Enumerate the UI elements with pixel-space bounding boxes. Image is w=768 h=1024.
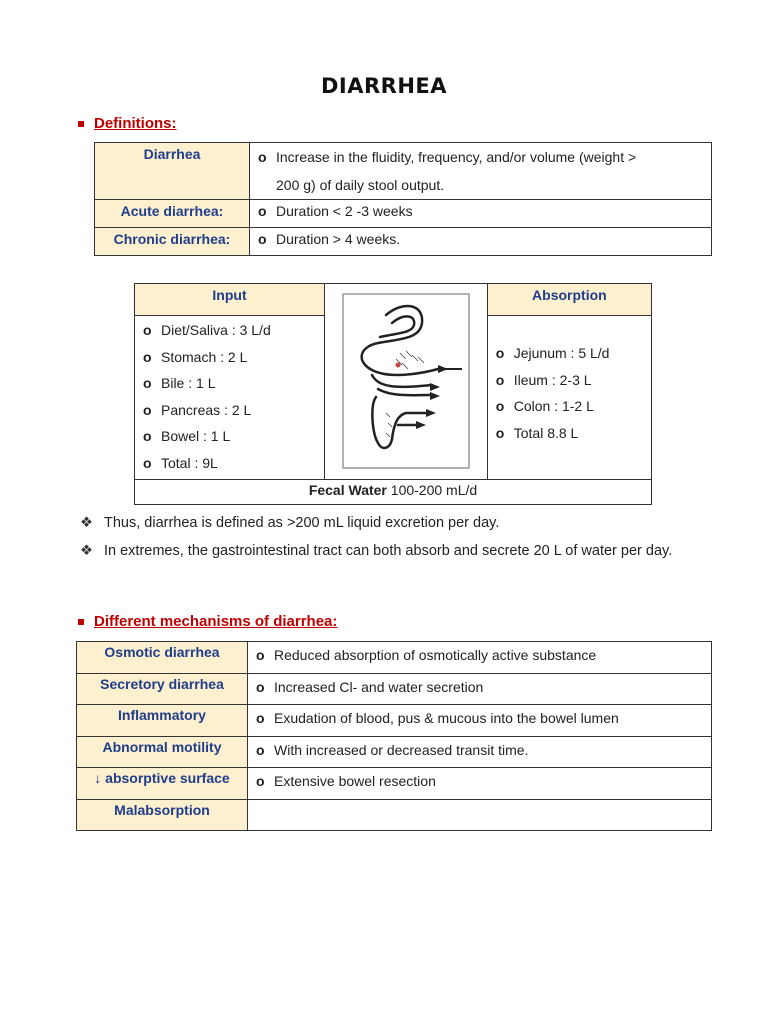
mechanism-type: Inflammatory xyxy=(77,705,248,737)
absorption-text: Ileum : 2-3 L xyxy=(513,371,592,388)
bullet-icon: o xyxy=(495,345,505,361)
mechanism-desc-cell xyxy=(248,673,712,705)
mechanisms-table xyxy=(76,641,712,831)
bullet-icon: o xyxy=(256,678,265,695)
definition-cell xyxy=(250,200,712,228)
bullet-icon: o xyxy=(256,710,265,726)
list-item xyxy=(143,397,324,424)
mechanism-type: ↓ absorptive surface xyxy=(77,768,248,800)
term-diarrhea: Diarrhea xyxy=(95,143,250,200)
table-row xyxy=(95,200,712,228)
fecal-water-value: 100-200 mL/d xyxy=(390,481,478,498)
table-row xyxy=(77,673,712,705)
table-row xyxy=(77,642,712,674)
definitions-table xyxy=(94,142,712,256)
bullet-icon: o xyxy=(258,231,267,247)
mechanisms-heading-text: Different mechanisms of diarrhea: xyxy=(94,613,338,630)
mechanism-type: Malabsorption xyxy=(77,799,248,831)
bullet-icon: o xyxy=(495,398,505,415)
definitions-heading-text: Definitions: xyxy=(94,115,177,132)
definition-text: Duration > 4 weeks. xyxy=(276,231,401,247)
page-title: DIARRHEA xyxy=(320,74,447,98)
mechanism-desc: Extensive bowel resection xyxy=(274,773,436,789)
bullet-icon: o xyxy=(143,348,152,365)
input-header: Input xyxy=(135,284,325,316)
list-item xyxy=(143,344,324,371)
term-chronic-diarrhea: Chronic diarrhea: xyxy=(95,228,250,256)
bullet-icon: o xyxy=(256,741,265,758)
mechanism-type: Secretory diarrhea xyxy=(77,673,248,705)
term-acute-diarrhea: Acute diarrhea: xyxy=(95,200,250,228)
fecal-water-label: Fecal Water xyxy=(308,481,387,498)
diamond-bullet-icon: ❖ xyxy=(80,543,93,559)
bullet-icon: o xyxy=(495,371,505,388)
bullet-icon: o xyxy=(143,401,152,418)
absorption-text: Jejunum : 5 L/d xyxy=(513,345,610,361)
absorption-text: Total 8.8 L xyxy=(513,424,579,441)
gi-tract-diagram-cell xyxy=(325,284,488,480)
mechanism-desc-cell xyxy=(248,736,712,768)
note-text: In extremes, the gastrointestinal tract can both absorb and secrete 20 L of water per day. xyxy=(104,543,673,559)
input-text: Pancreas : 2 L xyxy=(161,401,252,418)
definition-text: 200 g) of daily stool output. xyxy=(276,177,445,193)
list-item xyxy=(496,340,651,367)
table-row xyxy=(77,705,712,737)
input-text: Bowel : 1 L xyxy=(161,428,231,445)
mechanism-desc-cell xyxy=(248,642,712,674)
list-item xyxy=(496,420,651,447)
bullet-icon: o xyxy=(258,149,267,165)
mechanism-desc: With increased or decreased transit time. xyxy=(274,741,529,758)
list-item xyxy=(143,423,324,450)
table-row xyxy=(77,768,712,800)
mechanism-desc-cell xyxy=(248,768,712,800)
input-text: Total : 9L xyxy=(161,454,218,471)
bullet-icon: o xyxy=(143,322,152,338)
input-text: Bile : 1 L xyxy=(161,375,216,392)
note-text: Thus, diarrhea is defined as >200 mL liquid excretion per day. xyxy=(104,515,500,531)
mechanism-desc: Increased Cl- and water secretion xyxy=(274,678,484,695)
list-item xyxy=(143,317,324,344)
input-text: Stomach : 2 L xyxy=(161,348,248,365)
table-row xyxy=(77,736,712,768)
notes-list xyxy=(80,509,720,565)
mechanism-desc: Exudation of blood, pus & mucous into the bowel lumen xyxy=(274,710,619,726)
mechanisms-heading xyxy=(78,613,337,630)
absorption-text: Colon : 1-2 L xyxy=(513,398,594,415)
fluid-balance-table xyxy=(134,283,652,505)
definition-cell xyxy=(250,143,712,200)
square-bullet-icon xyxy=(78,619,84,625)
bullet-icon: o xyxy=(143,454,152,471)
table-row xyxy=(95,143,712,200)
gi-tract-diagram xyxy=(342,293,470,469)
bullet-icon: o xyxy=(143,428,152,445)
bullet-icon: o xyxy=(256,773,265,789)
mechanism-desc-cell xyxy=(248,799,712,831)
fecal-water-row xyxy=(135,479,652,504)
diamond-bullet-icon: ❖ xyxy=(80,515,93,531)
bullet-icon: o xyxy=(256,647,265,663)
list-item xyxy=(80,509,720,537)
list-item xyxy=(143,370,324,397)
list-item xyxy=(496,367,651,394)
mechanism-desc: Reduced absorption of osmotically active substance xyxy=(274,647,597,663)
table-row xyxy=(77,799,712,831)
definitions-heading xyxy=(78,115,177,132)
definition-cell xyxy=(250,228,712,256)
square-bullet-icon xyxy=(78,121,84,127)
mechanism-type: Abnormal motility xyxy=(77,736,248,768)
table-row xyxy=(95,228,712,256)
input-text: Diet/Saliva : 3 L/d xyxy=(161,322,271,338)
bullet-icon: o xyxy=(143,375,152,392)
bullet-icon: o xyxy=(495,424,505,441)
absorption-header: Absorption xyxy=(487,284,651,316)
list-item xyxy=(496,393,651,420)
definition-text: Duration < 2 -3 weeks xyxy=(276,203,413,219)
input-list xyxy=(135,316,325,480)
bullet-icon: o xyxy=(258,203,267,219)
mechanism-type: Osmotic diarrhea xyxy=(77,642,248,674)
absorption-list xyxy=(487,316,651,480)
list-item xyxy=(143,450,324,477)
list-item xyxy=(80,537,720,565)
definition-text: Increase in the fluidity, frequency, and/or volume (weight > xyxy=(276,149,637,165)
mechanism-desc-cell xyxy=(248,705,712,737)
